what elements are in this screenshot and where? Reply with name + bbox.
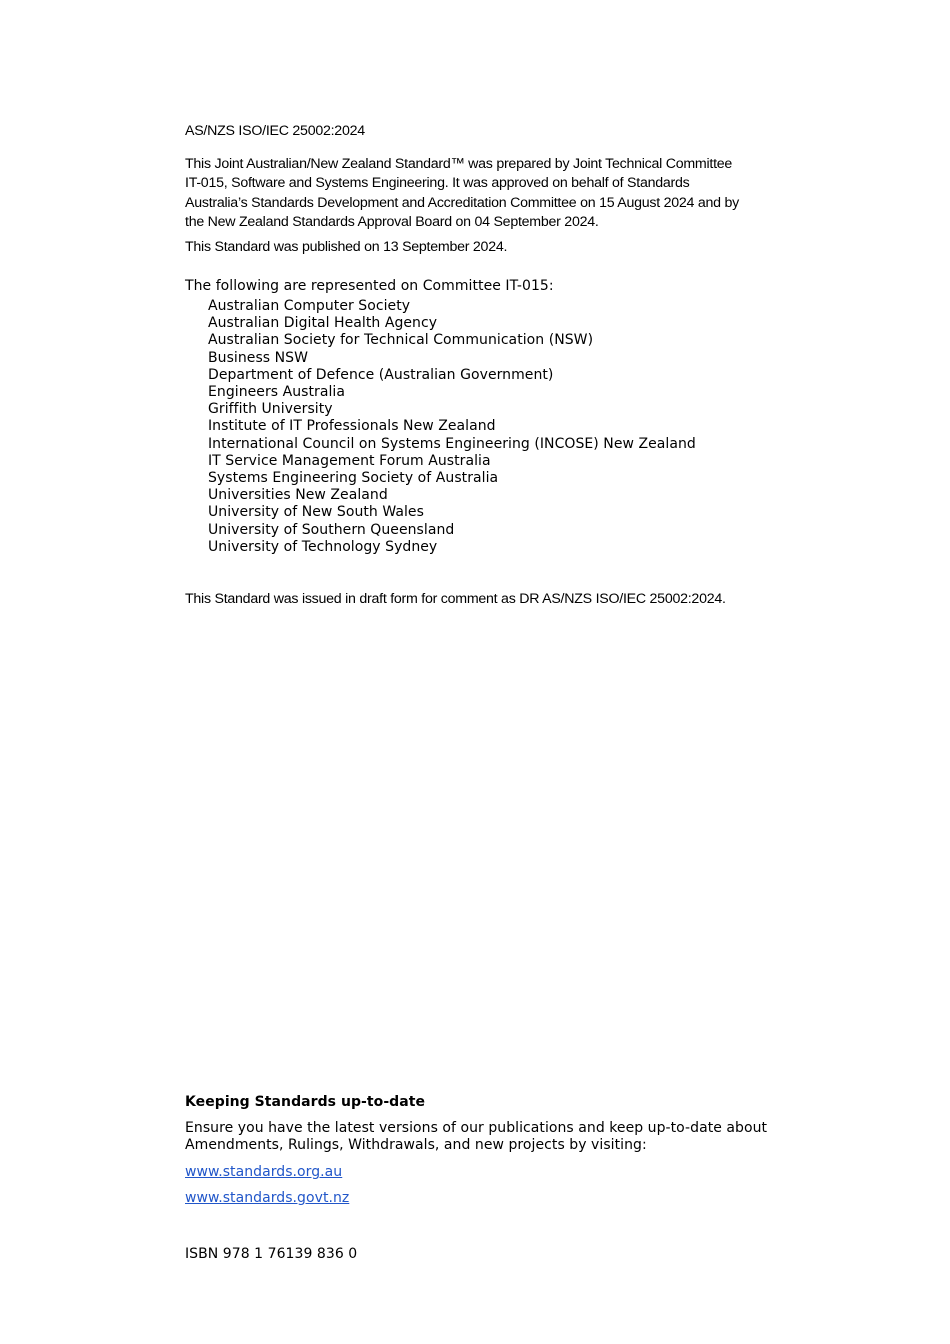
preparation-line: Australia’s Standards Development and Accreditation Committee on 15 August 2024 and by	[185, 194, 739, 211]
committee-member: Institute of IT Professionals New Zealand	[208, 418, 496, 435]
keeping-body-line: Ensure you have the latest versions of our publications and keep up-to-date about	[185, 1120, 768, 1136]
standards-australia-link[interactable]: www.standards.org.au	[185, 1164, 343, 1180]
committee-member: International Council on Systems Engineering (INCOSE) New Zealand	[208, 435, 696, 452]
committee-member: University of Technology Sydney	[208, 538, 438, 555]
committee-member: Griffith University	[208, 401, 333, 418]
committee-member: IT Service Management Forum Australia	[208, 452, 491, 469]
committee-member: University of New South Wales	[208, 504, 424, 521]
committee-member: Business NSW	[208, 349, 308, 366]
committee-member: Universities New Zealand	[208, 487, 388, 504]
committee-member: Australian Digital Health Agency	[208, 315, 438, 332]
preparation-line: the New Zealand Standards Approval Board on 04 September 2024.	[185, 214, 599, 231]
committee-heading: The following are represented on Committee IT-015:	[185, 278, 554, 294]
committee-member: Systems Engineering Society of Australia	[208, 470, 499, 487]
committee-member-list	[208, 298, 696, 556]
preparation-paragraph	[185, 155, 739, 233]
keeping-body-line: Amendments, Rulings, Withdrawals, and new projects by visiting:	[185, 1137, 647, 1154]
preparation-line: IT-015, Software and Systems Engineering. It was approved on behalf of Standards	[185, 175, 690, 192]
keeping-up-to-date-body	[185, 1120, 767, 1154]
committee-member: University of Southern Queensland	[208, 521, 455, 538]
keeping-up-to-date-heading: Keeping Standards up-to-date	[185, 1094, 426, 1110]
draft-note: This Standard was issued in draft form for comment as DR AS/NZS ISO/IEC 25002:2024.	[185, 591, 726, 607]
isbn-number: ISBN 978 1 76139 836 0	[185, 1246, 358, 1262]
committee-member: Australian Computer Society	[208, 298, 411, 314]
committee-member: Engineers Australia	[208, 384, 345, 401]
publication-date-statement: This Standard was published on 13 September 2024.	[185, 239, 508, 255]
committee-member: Australian Society for Technical Communication (NSW)	[208, 332, 594, 349]
standards-new-zealand-link[interactable]: www.standards.govt.nz	[185, 1190, 350, 1206]
standard-designation: AS/NZS ISO/IEC 25002:2024	[185, 123, 365, 139]
preparation-line: This Joint Australian/New Zealand Standard™ was prepared by Joint Technical Committee	[185, 156, 733, 172]
committee-member: Department of Defence (Australian Government)	[208, 366, 554, 383]
